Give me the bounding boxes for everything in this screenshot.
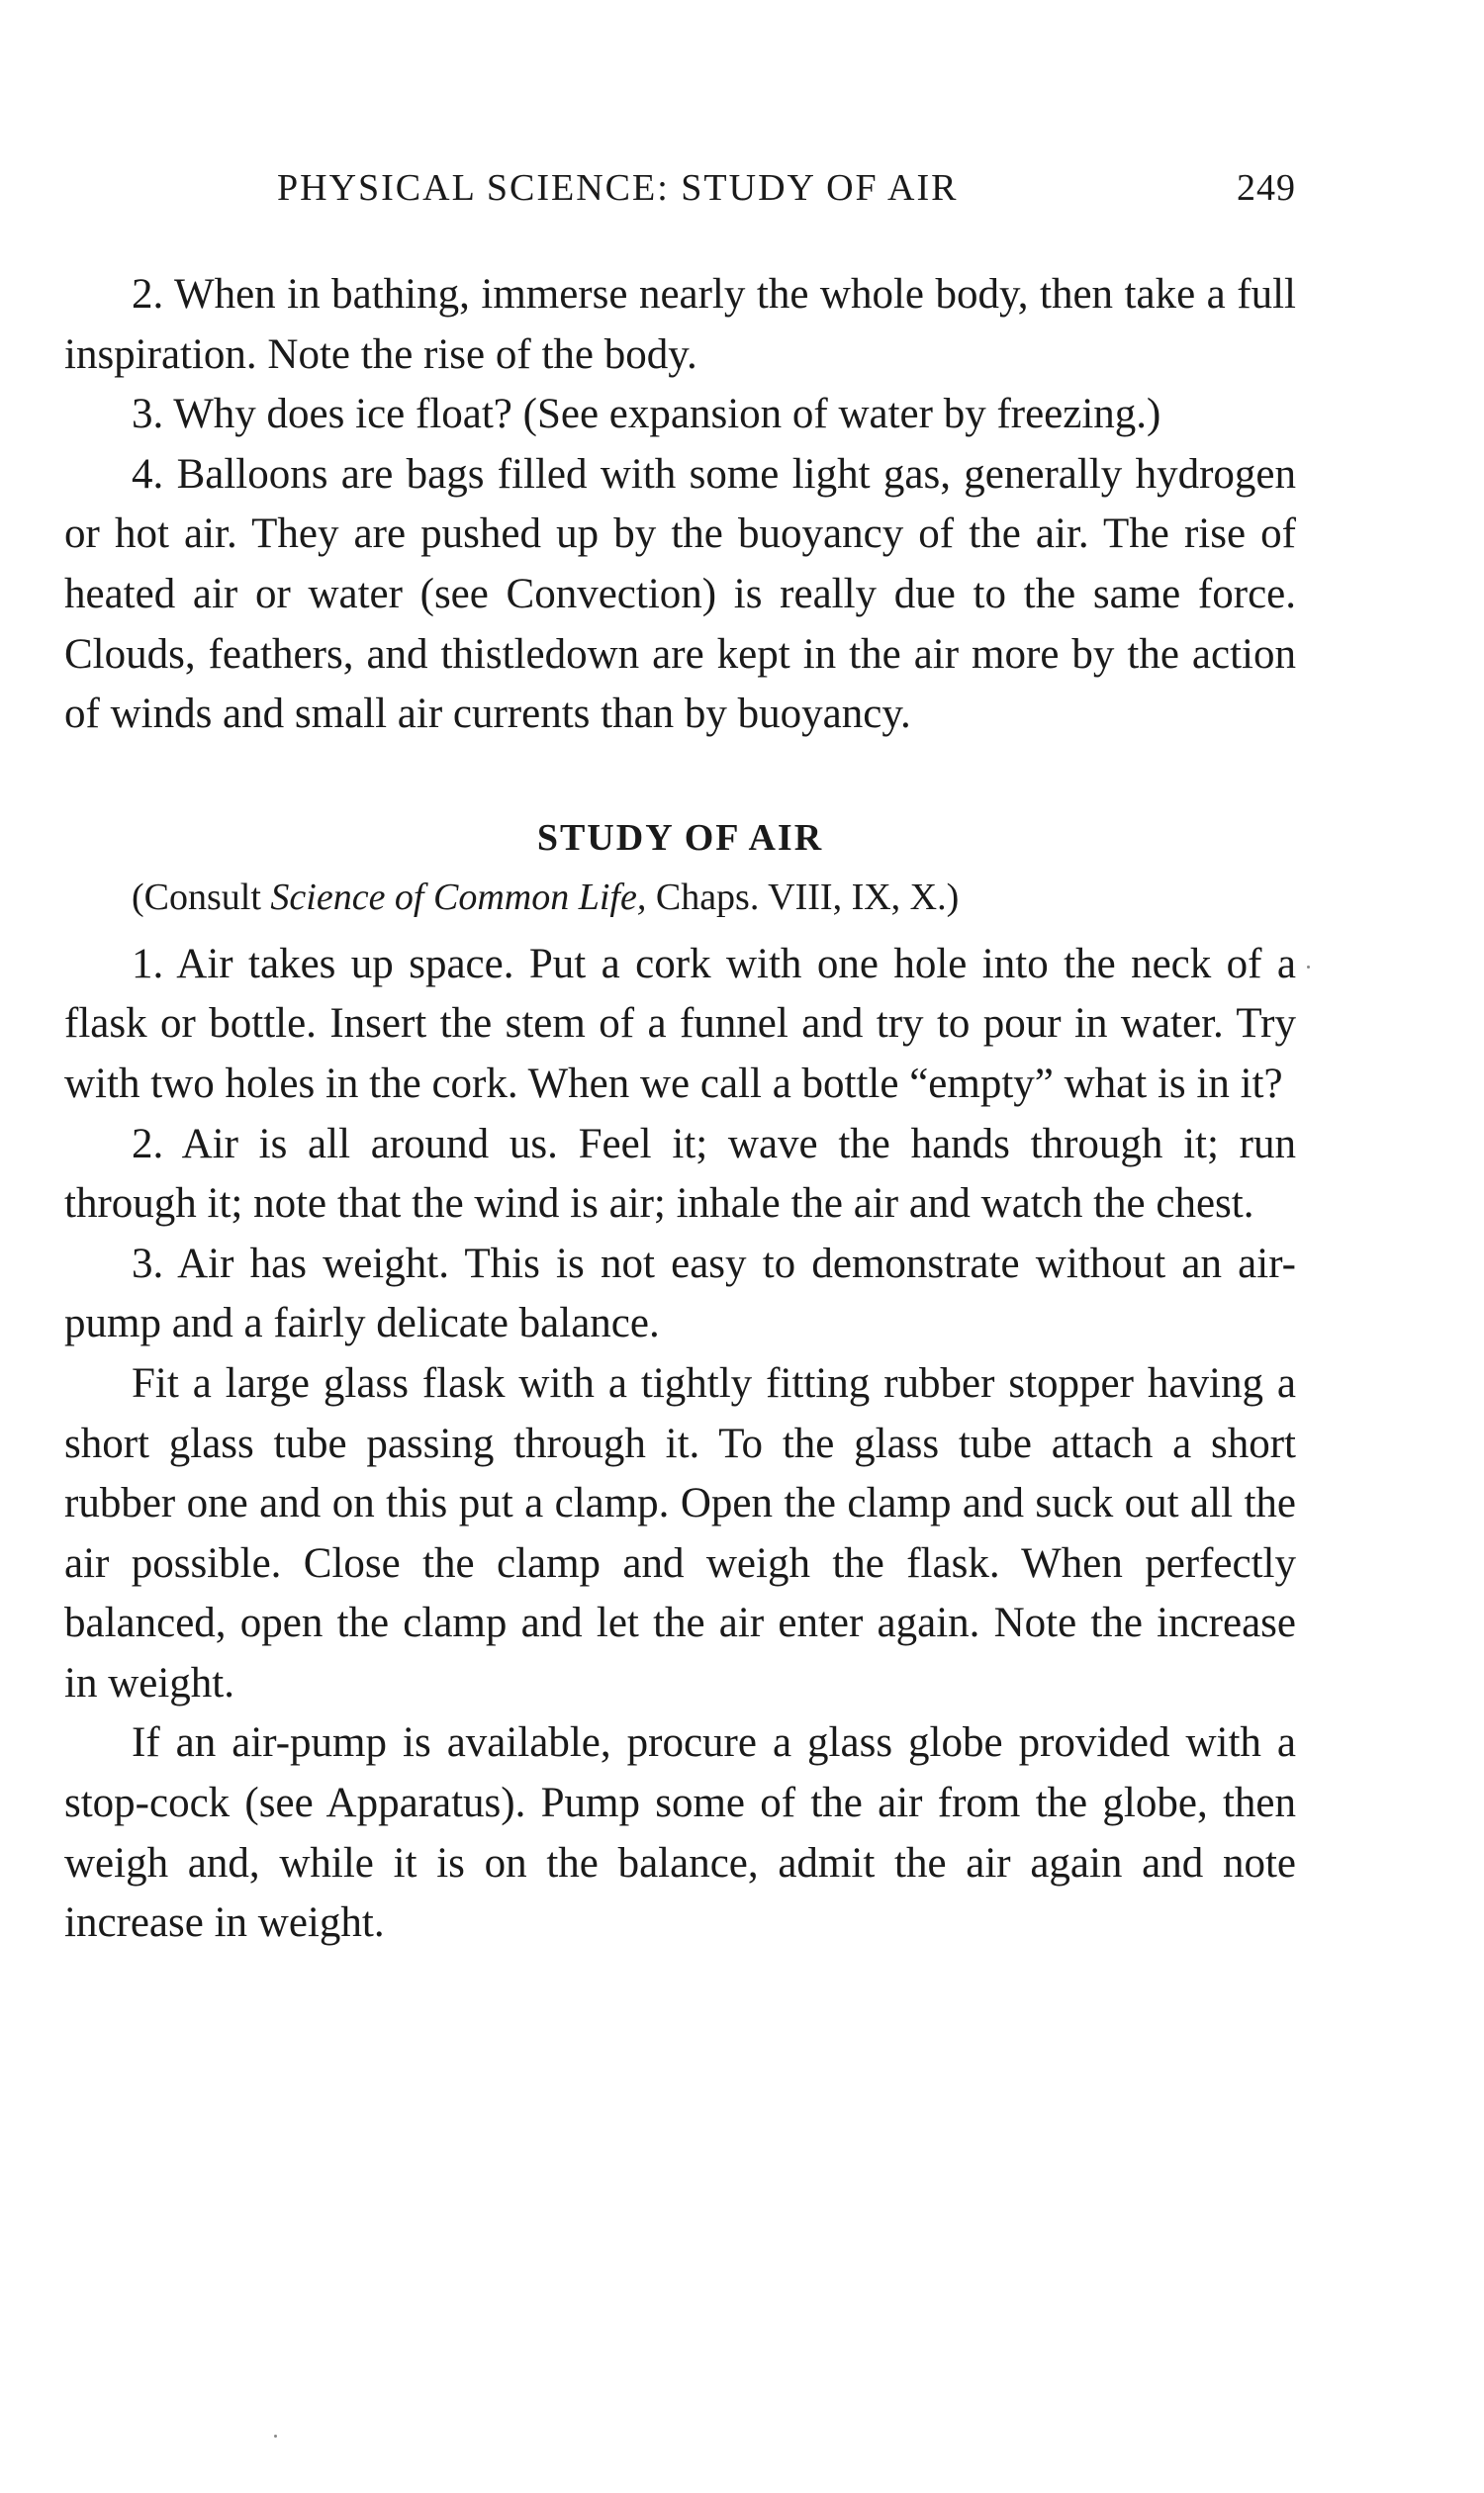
paragraph-air-weight: 3. Air has weight. This is not easy to demonstrate without an air-pump and a fairly delicate balance. xyxy=(64,1240,1296,1347)
consult-reference xyxy=(64,868,1296,927)
page-number: 249 xyxy=(1237,167,1296,209)
paragraph-air-space: 1. Air takes up space. Put a cork with one hole into the neck of a flask or bottle. Insert the stem of a funnel and try to pour in water. Try with two holes in the cork. When we call a bottle “empty” what is in it? xyxy=(64,940,1296,1107)
paragraph-ice-float: 3. Why does ice float? (See expansion of water by freezing.) xyxy=(132,391,1161,438)
consult-suffix: Chaps. VIII, IX, X.) xyxy=(655,876,960,918)
paragraph-air-pump: If an air-pump is available, procure a glass globe provided with a stop-cock (see Apparatus). Pump some of the air from the globe, then weigh and, while it is on the balance, admit the air again and note increase in weight. xyxy=(64,1719,1296,1947)
section-heading: STUDY OF AIR xyxy=(536,816,824,859)
body-text xyxy=(64,265,1296,1954)
running-head: PHYSICAL SCIENCE: STUDY OF AIR xyxy=(277,167,959,209)
page-header xyxy=(64,166,1296,216)
paper-speck xyxy=(1307,966,1310,969)
consult-prefix: (Consult xyxy=(132,876,261,918)
paragraph-flask-experiment: Fit a large glass flask with a tightly fitting rubber stopper having a short glass tube passing through it. To the glass tube attach a short rubber one and on this put a clamp. Open the clamp and suck out all the air possible. Close the clamp and weigh the flask. When perfectly balanced, open the clamp and let the air enter again. Note the increase in weight. xyxy=(64,1359,1296,1707)
paper-speck xyxy=(274,2435,277,2438)
consult-book-title: Science of Common Life, xyxy=(270,876,647,918)
paragraph-bathing: 2. When in bathing, immerse nearly the whole body, then take a full inspiration. Note the rise of the body. xyxy=(64,271,1296,378)
paragraph-air-around: 2. Air is all around us. Feel it; wave the hands through it; run through it; note that the wind is air; inhale the air and watch the chest. xyxy=(64,1120,1296,1228)
paragraph-balloons: 4. Balloons are bags filled with some light gas, generally hydrogen or hot air. They are pushed up by the buoyancy of the air. The rise of heated air or water (see Convection) is really due to the same force. Clouds, feathers, and thistledown are kept in the air more by the action of winds and small air currents than by buoyancy. xyxy=(64,450,1296,738)
